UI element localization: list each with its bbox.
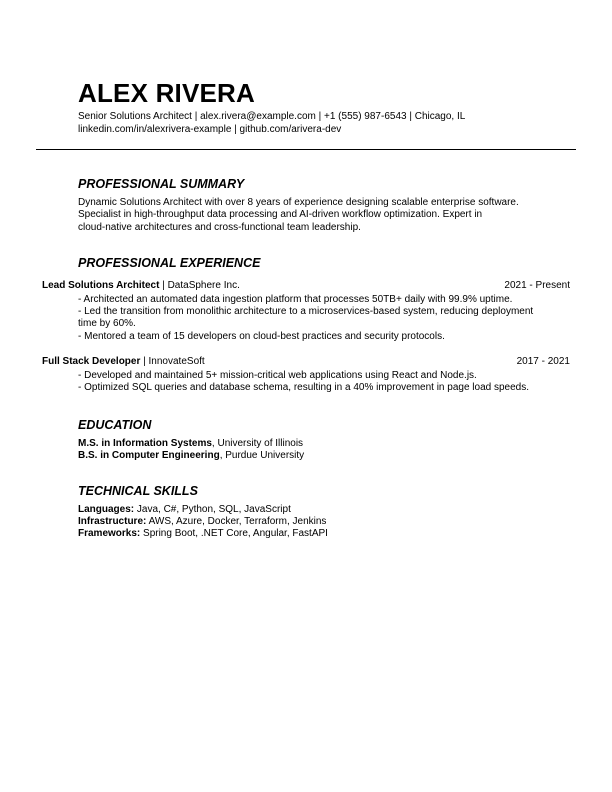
education-degree: B.S. in Computer Engineering [78, 450, 220, 461]
job-header [42, 280, 570, 292]
candidate-name: ALEX RIVERA [78, 78, 256, 108]
skill-value: Java, C#, Python, SQL, JavaScript [134, 504, 291, 515]
job-bullet: - Mentored a team of 15 developers on cloud-best practices and security protocols. [78, 330, 445, 342]
job-role: Full Stack Developer [42, 356, 141, 367]
contact-line-1: Senior Solutions Architect | alex.rivera@example.com | +1 (555) 987-6543 | Chicago, IL [78, 111, 466, 122]
job-separator: | [140, 356, 149, 367]
summary-text [78, 197, 548, 234]
summary-line: cloud-native architectures and cross-functional team leadership. [78, 221, 361, 233]
job-separator: | [159, 280, 168, 291]
header-divider [36, 149, 576, 150]
skills-heading: TECHNICAL SKILLS [78, 484, 198, 498]
job-bullets [78, 294, 548, 343]
job-role: Lead Solutions Architect [42, 280, 160, 291]
contact-line-2: linkedin.com/in/alexrivera-example | github.com/arivera-dev [78, 124, 342, 135]
education-school: , Purdue University [219, 450, 305, 461]
job-dates: 2021 - Present [504, 280, 570, 291]
job-dates: 2017 - 2021 [516, 356, 570, 367]
job-bullet: - Developed and maintained 5+ mission-critical web applications using React and Node.js. [78, 370, 477, 381]
job-bullet: - Led the transition from monolithic architecture to a microservices-based system, reducing deployment [78, 306, 534, 318]
skill-label: Frameworks: [78, 528, 141, 539]
education-entry [78, 450, 304, 462]
education-entry [78, 438, 303, 450]
job-company: DataSphere Inc. [167, 280, 240, 291]
skill-value: AWS, Azure, Docker, Terraform, Jenkins [146, 516, 327, 527]
experience-heading: PROFESSIONAL EXPERIENCE [78, 256, 261, 270]
skill-value: Spring Boot, .NET Core, Angular, FastAPI [140, 528, 328, 539]
skill-entry [78, 528, 328, 540]
education-heading: EDUCATION [78, 418, 152, 432]
summary-heading: PROFESSIONAL SUMMARY [78, 177, 245, 191]
skill-entry [78, 504, 291, 516]
education-school: , University of Illinois [211, 438, 304, 449]
job-bullet: - Optimized SQL queries and database schema, resulting in a 40% improvement in page load speeds. [78, 382, 529, 394]
job-bullet: - Architected an automated data ingestion platform that processes 50TB+ daily with 99.9% uptime. [78, 294, 513, 305]
education-degree: M.S. in Information Systems [78, 438, 212, 449]
job-company: InnovateSoft [148, 356, 205, 367]
summary-line: Dynamic Solutions Architect with over 8 years of experience designing scalable enterprise software. [78, 197, 519, 208]
skill-entry [78, 516, 326, 528]
job-role-company [42, 356, 205, 368]
skill-label: Infrastructure: [78, 516, 147, 527]
job-bullets [78, 370, 548, 394]
job-bullet: time by 60%. [78, 318, 136, 330]
job-header [42, 356, 570, 368]
job-role-company [42, 280, 240, 292]
skill-label: Languages: [78, 504, 135, 515]
summary-line: Specialist in high-throughput data processing and AI-driven workflow optimization. Expert in [78, 209, 483, 221]
